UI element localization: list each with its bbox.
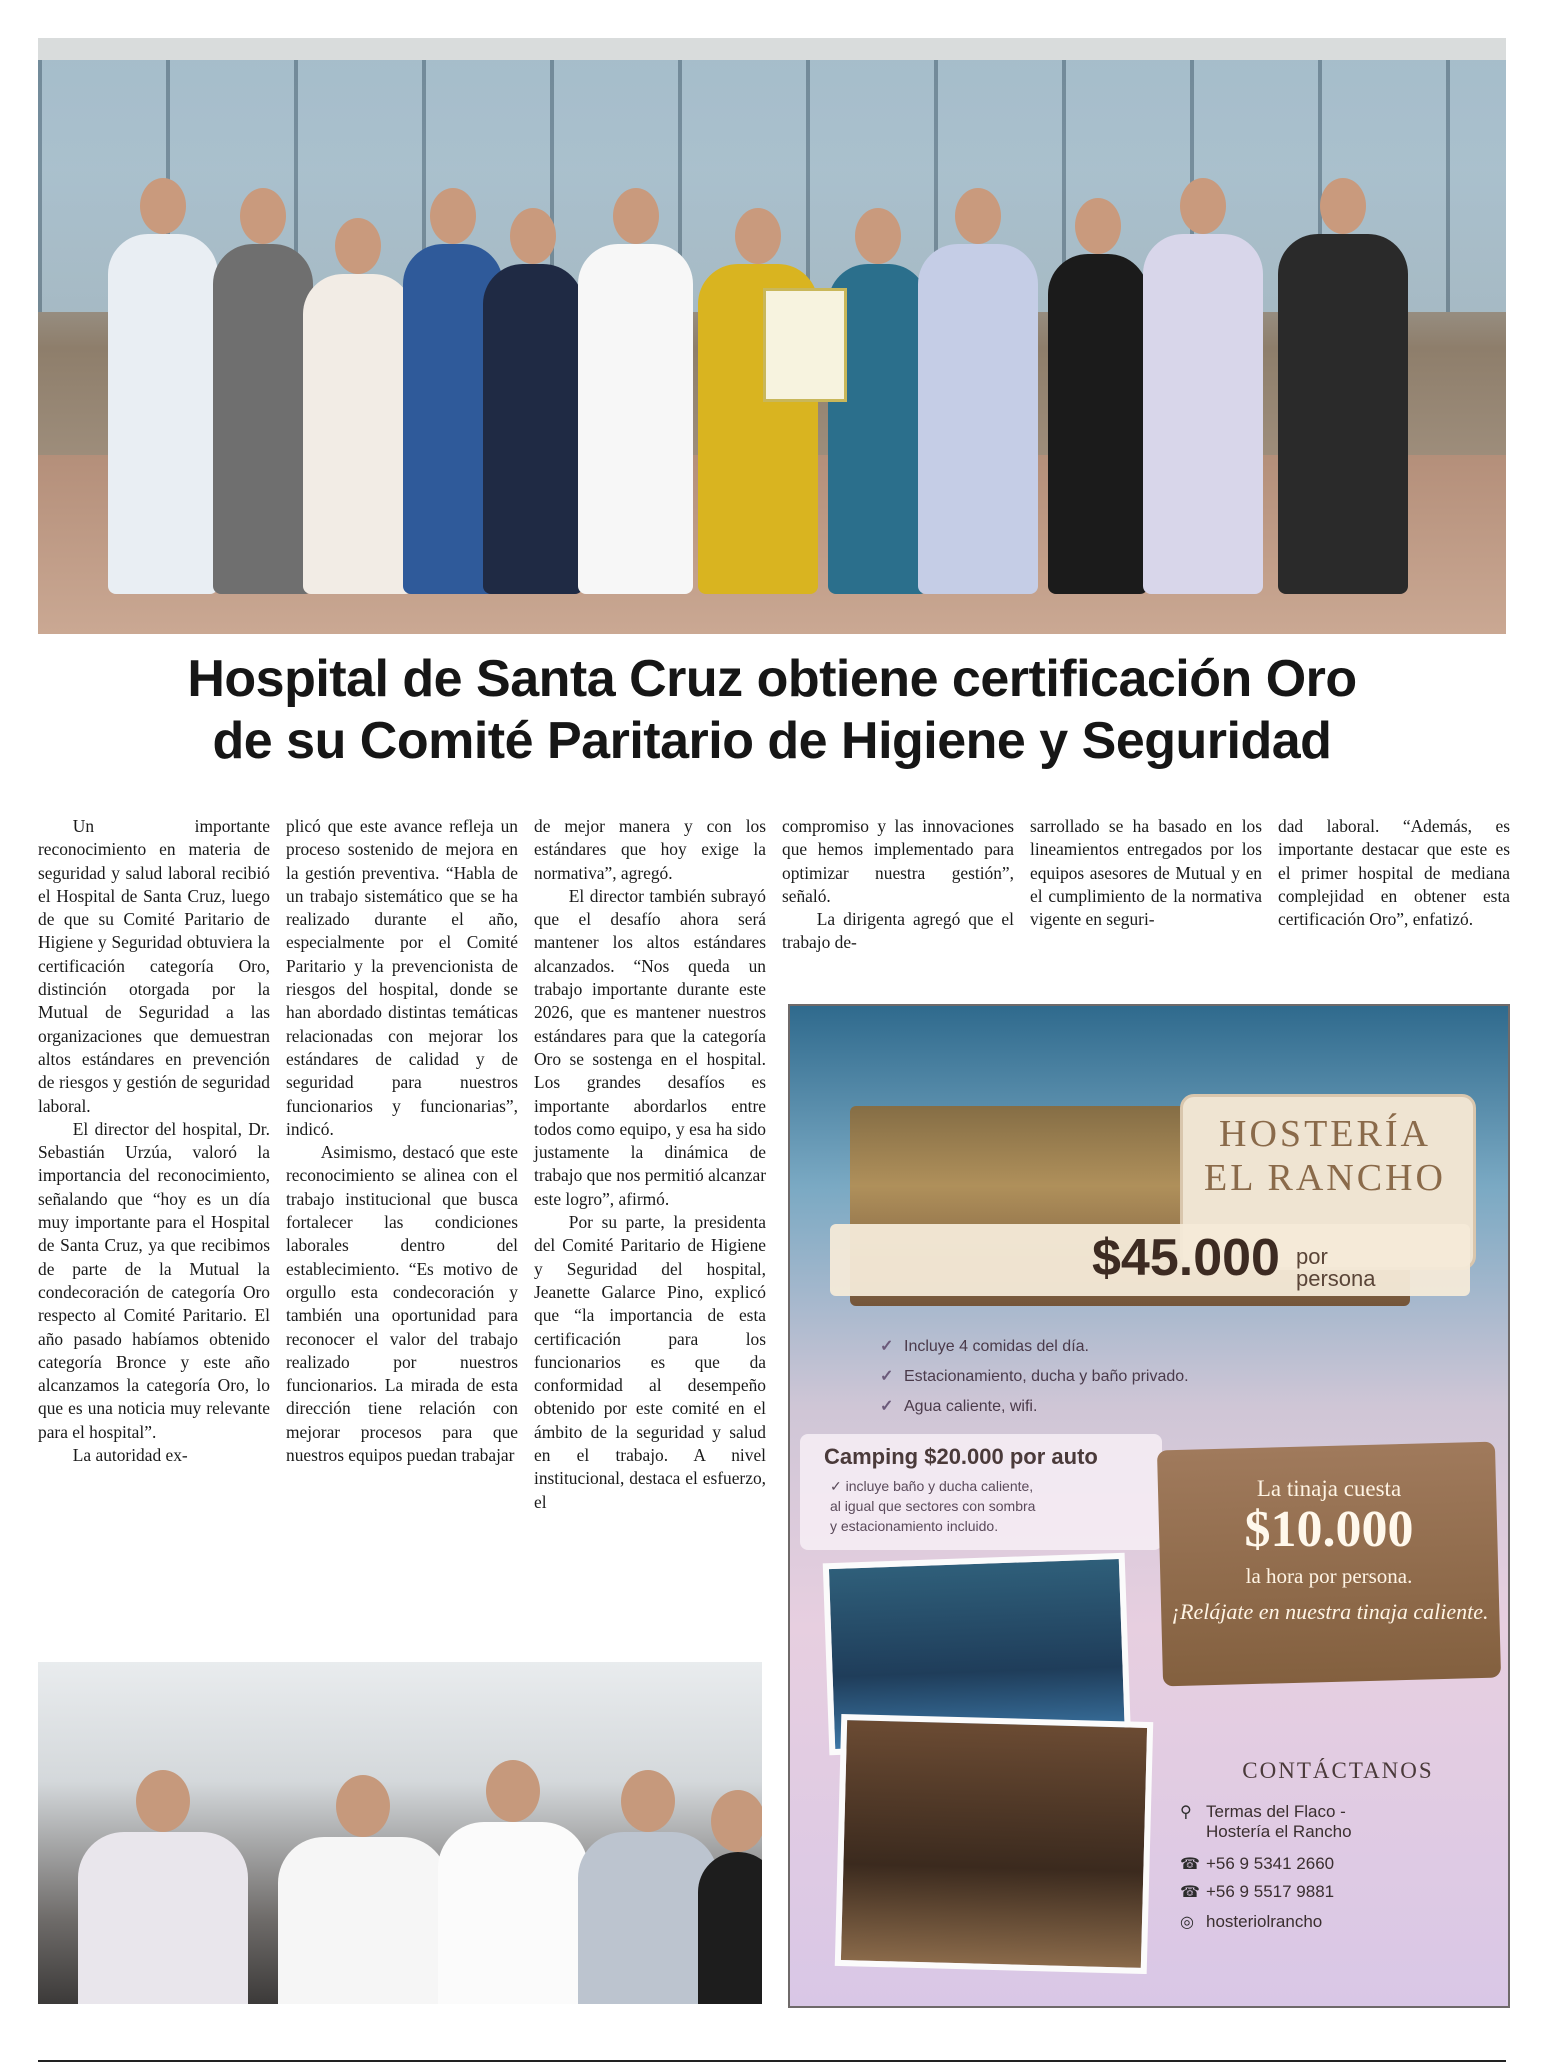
hot-tub-photo <box>835 1714 1153 1974</box>
person <box>303 274 413 594</box>
article-column-5 <box>1030 815 1262 931</box>
paragraph: plicó que este avance refleja un proceso sostenido de mejora en la gestión preventiva. “Habla de un trabajo sistemático que se ha realizado durante el año, especialmente por el Comité Paritario y la prevencionista de riesgos del hospital, donde se han abordado distintas temáticas relacionadas con mejorar los estándares de calidad y de seguridad para nuestros funcionarios y funcionarias”, indicó. <box>286 816 518 1139</box>
person <box>1048 254 1148 594</box>
person <box>108 234 218 594</box>
contact-heading: CONTÁCTANOS <box>1242 1758 1434 1783</box>
paragraph: compromiso y las innovaciones que hemos implementado para optimizar nuestra gestión”, señaló. <box>782 816 1014 906</box>
article-column-4 <box>782 815 1014 955</box>
phone-1: ☎ +56 9 5341 2660 <box>1180 1854 1335 1873</box>
check-icon: ✓ <box>880 1368 894 1385</box>
ad-title-1: HOSTERÍA <box>1219 1113 1431 1155</box>
paragraph: Por su parte, la presidenta del Comité Paritario de Higiene y Seguridad del hospital, Jeanette Galarce Pino, explicó que “la importancia de esta certificación para los funcionarios es que da conformidad al desempeño obtenido por este comité en el ámbito de la seguridad y salud en el trabajo. A nivel institucional, destaca el esfuerzo, el <box>534 1212 766 1512</box>
person <box>278 1837 448 2004</box>
instagram-icon: ◎ <box>1180 1914 1194 1931</box>
paragraph: de mejor manera y con los estándares que hoy exige la normativa”, agregó. <box>534 816 766 883</box>
building-roof <box>38 38 1506 60</box>
phone-2: ☎ +56 9 5517 9881 <box>1180 1882 1335 1901</box>
phone-icon: ☎ <box>1180 1856 1200 1873</box>
audience-photo <box>38 1662 762 2004</box>
group-photo <box>38 38 1506 634</box>
paragraph: sarrollado se ha basado en los lineamientos entregados por los equipos asesores de Mutual y en el cumplimiento de la normativa vigente en seguri- <box>1030 816 1262 930</box>
article-column-2 <box>286 815 518 1467</box>
article-column-1 <box>38 815 270 1467</box>
person <box>1143 234 1263 594</box>
article-column-6 <box>1278 815 1510 931</box>
paragraph: Asimismo, destacó que este reconocimiento se alinea con el trabajo institucional que busca fortalecer las condiciones laborales dentro del establecimiento. “Es motivo de orgullo esta condecoración y también una oportunidad para reconocer el valor del trabajo realizado por nuestros funcionarios. La mirada de esta dirección tiene relación con mejorar procesos para que nuestros equipos puedan trabajar <box>286 1142 518 1466</box>
tinaja-price: $10.000 <box>1244 1501 1414 1558</box>
hosteria-advertisement <box>788 1004 1510 2008</box>
paragraph: El director también subrayó que el desafío ahora será mantener los altos estándares alcanzados. “Nos queda un trabajo importante durante este 2026, que es mantener nuestros estándares para que la categoría Oro se sostenga en el hospital. Los grandes desafíos es importante abordarlos entre todos como equipo, y esa ha sido justamente la dinámica de trabajo que nos permitió alcanzar este logro”, afirmó. <box>534 885 766 1209</box>
person <box>213 244 313 594</box>
price-unit-2: persona <box>1296 1266 1376 1291</box>
feature-item: ✓ Incluye 4 comidas del día. <box>880 1338 1089 1355</box>
check-icon: ✓ <box>880 1338 894 1355</box>
person <box>483 264 583 594</box>
price-unit-1: por <box>1296 1244 1328 1269</box>
paragraph: dad laboral. “Además, es importante destacar que este es el primer hospital de mediana complejidad en obtener esta certificación Oro”, enfatizó. <box>1278 816 1510 930</box>
price: $45.000 <box>1092 1229 1280 1287</box>
feature-item: ✓ Estacionamiento, ducha y baño privado. <box>880 1368 1189 1385</box>
address: ⚲ Termas del Flaco - Hostería el Rancho <box>1180 1802 1352 1841</box>
ad-title-2: EL RANCHO <box>1204 1157 1446 1199</box>
person <box>698 1852 762 2004</box>
instagram-handle: ◎ hosteriolrancho <box>1180 1912 1323 1931</box>
paragraph: La autoridad ex- <box>72 1445 188 1466</box>
camping-title: Camping $20.000 por auto <box>824 1444 1098 1469</box>
check-icon: ✓ <box>830 1478 842 1494</box>
person <box>78 1832 248 2004</box>
person <box>578 244 693 594</box>
paragraph: El director del hospital, Dr. Sebastián Urzúa, valoró la importancia del reconocimiento, señalando que “hoy es un día muy importante para el Hospital de Santa Cruz, ya que recibimos de parte de la Mutual la condecoración de categoría Oro respecto al Comité Paritario. El año pasado habíamos obtenido categoría Bronce y este año alcanzamos la categoría Oro, lo que es una noticia muy relevante para el hospital”. <box>38 1118 270 1442</box>
person <box>578 1832 718 2004</box>
bottom-rule <box>38 2060 1506 2062</box>
paragraph: Un importante reconocimiento en materia de seguridad y salud laboral recibió el Hospital de Santa Cruz, luego de que su Comité Paritario de Higiene y Seguridad obtuviera la certificación categoría Oro, distinción otorgada por la Mutual de Seguridad a las organizaciones que demuestran altos estándares en prevención de riesgos y gestión de seguridad laboral. <box>38 816 270 1116</box>
headline <box>38 648 1506 772</box>
feature-item: ✓ Agua caliente, wifi. <box>880 1398 1038 1415</box>
person <box>1278 234 1408 594</box>
person <box>918 244 1038 594</box>
tinaja-slogan: ¡Relájate en nuestra tinaja caliente. <box>1171 1599 1489 1624</box>
tinaja-text-3: la hora por persona. <box>1245 1564 1413 1588</box>
tinaja-text-1: La tinaja cuesta <box>1256 1476 1402 1501</box>
price-unit <box>1296 1246 1376 1290</box>
location-pin-icon: ⚲ <box>1180 1804 1192 1821</box>
certificate <box>763 288 847 402</box>
article-column-3 <box>534 815 766 1514</box>
camping-text: ✓ incluye baño y ducha caliente, al igual que sectores con sombra y estacionamiento incluido. <box>830 1478 1036 1534</box>
headline-line-2: de su Comité Paritario de Higiene y Seguridad <box>212 712 1332 770</box>
headline-line-1: Hospital de Santa Cruz obtiene certificación Oro <box>187 650 1357 708</box>
check-icon: ✓ <box>880 1398 894 1415</box>
person <box>438 1822 588 2004</box>
paragraph: La dirigenta agregó que el trabajo de- <box>782 909 1014 953</box>
phone-icon: ☎ <box>1180 1884 1200 1901</box>
